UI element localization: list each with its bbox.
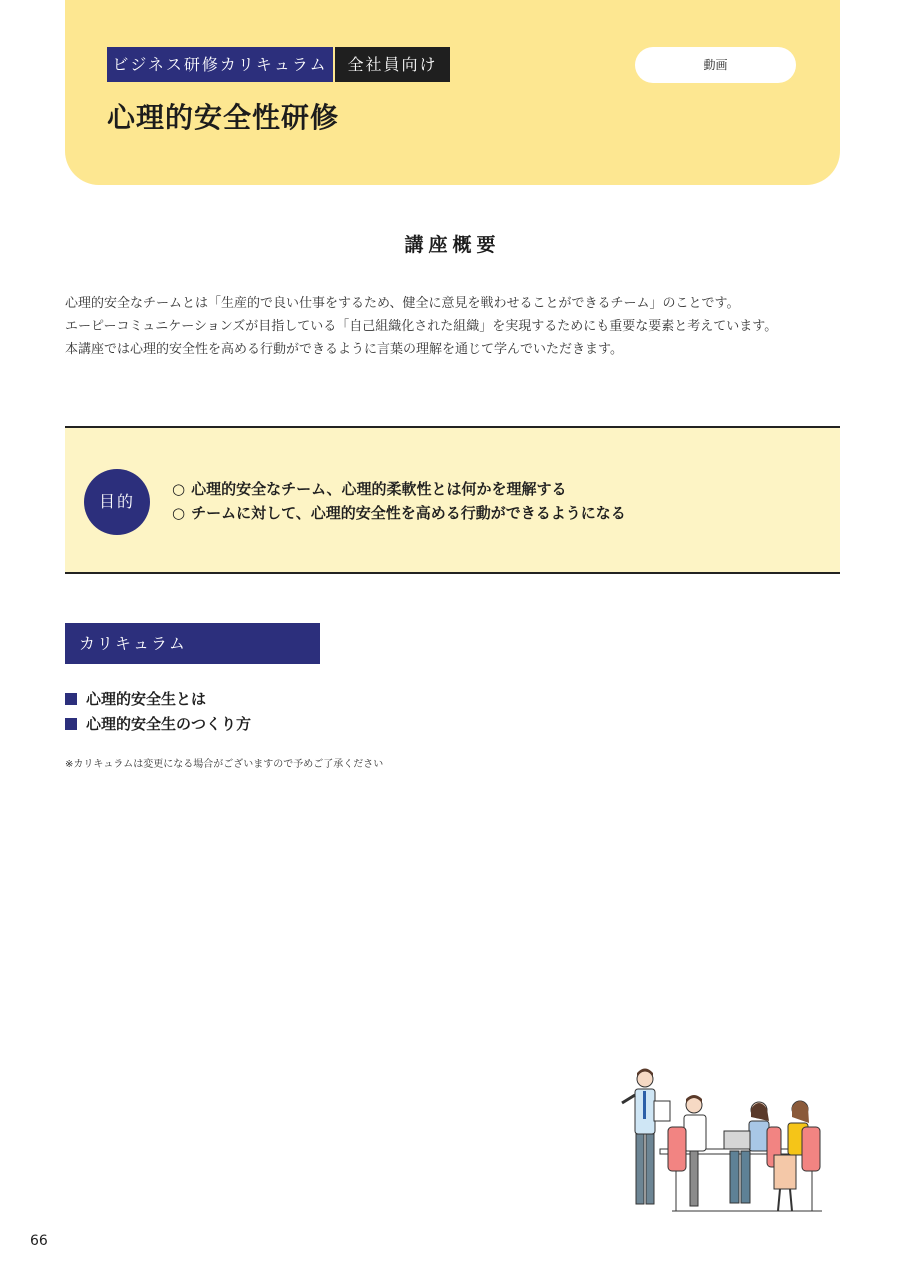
format-badge: 動画 (635, 47, 796, 83)
overview-text (65, 292, 855, 361)
circle-marker-icon: ○ (172, 504, 186, 522)
overview-line: 本講座では心理的安全性を高める行動ができるように言葉の理解を通じて学んでいただきます。 (65, 342, 623, 357)
overview-line: エーピーコミュニケーションズが目指している「自己組織化された組織」を実現するためにも重要な要素と考えています。 (65, 319, 778, 334)
purpose-label: 目的 (84, 469, 150, 535)
course-title: 心理的安全性研修 (107, 101, 340, 134)
course-header (65, 0, 840, 185)
page-number: 66 (30, 1233, 48, 1249)
purpose-item: ○ チームに対して、心理的安全性を高める行動ができるようになる (172, 504, 626, 522)
purpose-list (172, 477, 626, 525)
purpose-item: ○ 心理的安全なチーム、心理的柔軟性とは何かを理解する (172, 480, 567, 498)
presenter-figure (622, 1069, 670, 1205)
overview-line: 心理的安全なチームとは「生産的で良い仕事をするため、健全に意見を戦わせることができるチーム」のことです。 (65, 296, 740, 311)
meeting-illustration (612, 1065, 832, 1220)
curriculum-item: 心理的安全生とは (65, 687, 251, 712)
circle-marker-icon: ○ (172, 480, 186, 498)
overview-heading: 講座概要 (404, 234, 501, 256)
purpose-box (65, 426, 840, 574)
audience-tag: 全社員向け (335, 47, 450, 82)
square-bullet-icon (65, 718, 77, 730)
curriculum-note: ※カリキュラムは変更になる場合がございますので予めご了承ください (65, 759, 384, 770)
series-tag: ビジネス研修カリキュラム (107, 47, 333, 82)
square-bullet-icon (65, 693, 77, 705)
curriculum-list (65, 687, 251, 737)
curriculum-heading: カリキュラム (65, 623, 320, 664)
seated-woman-figure (774, 1101, 820, 1211)
curriculum-item: 心理的安全生のつくり方 (65, 712, 251, 737)
